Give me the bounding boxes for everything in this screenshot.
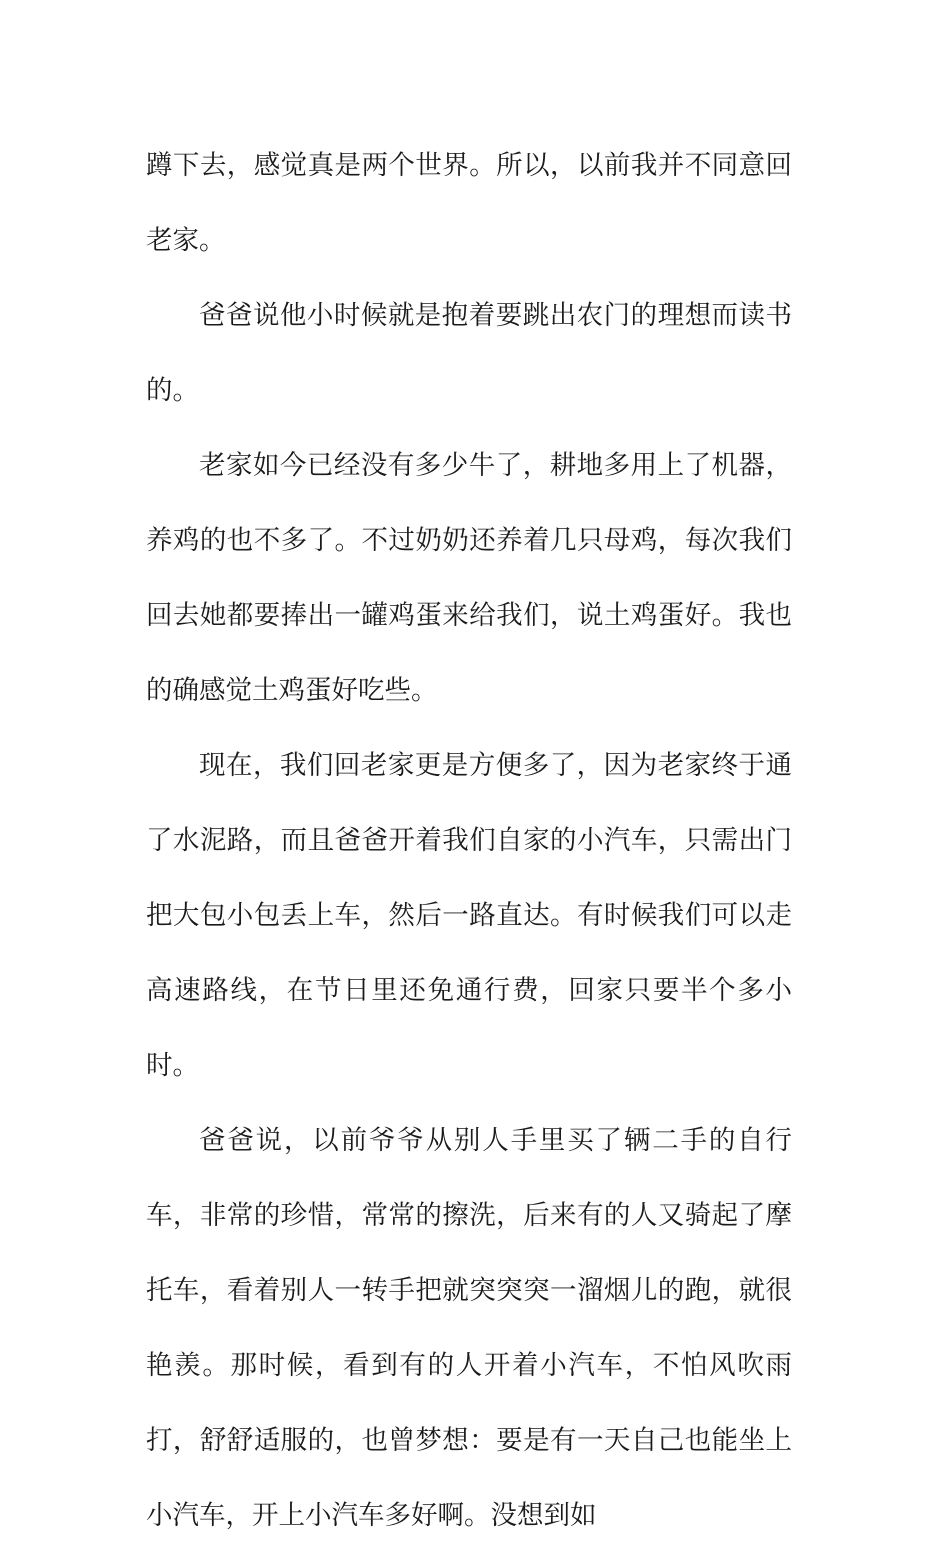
paragraph-3: 老家如今已经没有多少牛了，耕地多用上了机器，养鸡的也不多了。不过奶奶还养着几只母鸡，每次我们回去她都要捧出一罐鸡蛋来给我们，说土鸡蛋好。我也的确感觉土鸡蛋好吃些。	[146, 450, 792, 706]
body-text	[146, 128, 792, 1553]
paragraph-1: 蹲下去，感觉真是两个世界。所以，以前我并不同意回老家。	[146, 150, 792, 256]
paragraph-5: 爸爸说，以前爷爷从别人手里买了辆二手的自行车，非常的珍惜，常常的擦洗，后来有的人又骑起了摩托车，看着别人一转手把就突突突一溜烟儿的跑，就很艳羡。那时候，看到有的人开着小汽车，不怕风吹雨打，舒舒适服的，也曾梦想：要是有一天自己也能坐上小汽车，开上小汽车多好啊。没想到如	[146, 1125, 792, 1531]
paragraph-2: 爸爸说他小时候就是抱着要跳出农门的理想而读书的。	[146, 300, 792, 406]
paragraph-4: 现在，我们回老家更是方便多了，因为老家终于通了水泥路，而且爸爸开着我们自家的小汽车，只需出门把大包小包丢上车，然后一路直达。有时候我们可以走高速路线，在节日里还免通行费，回家只要半个多小时。	[146, 750, 792, 1081]
